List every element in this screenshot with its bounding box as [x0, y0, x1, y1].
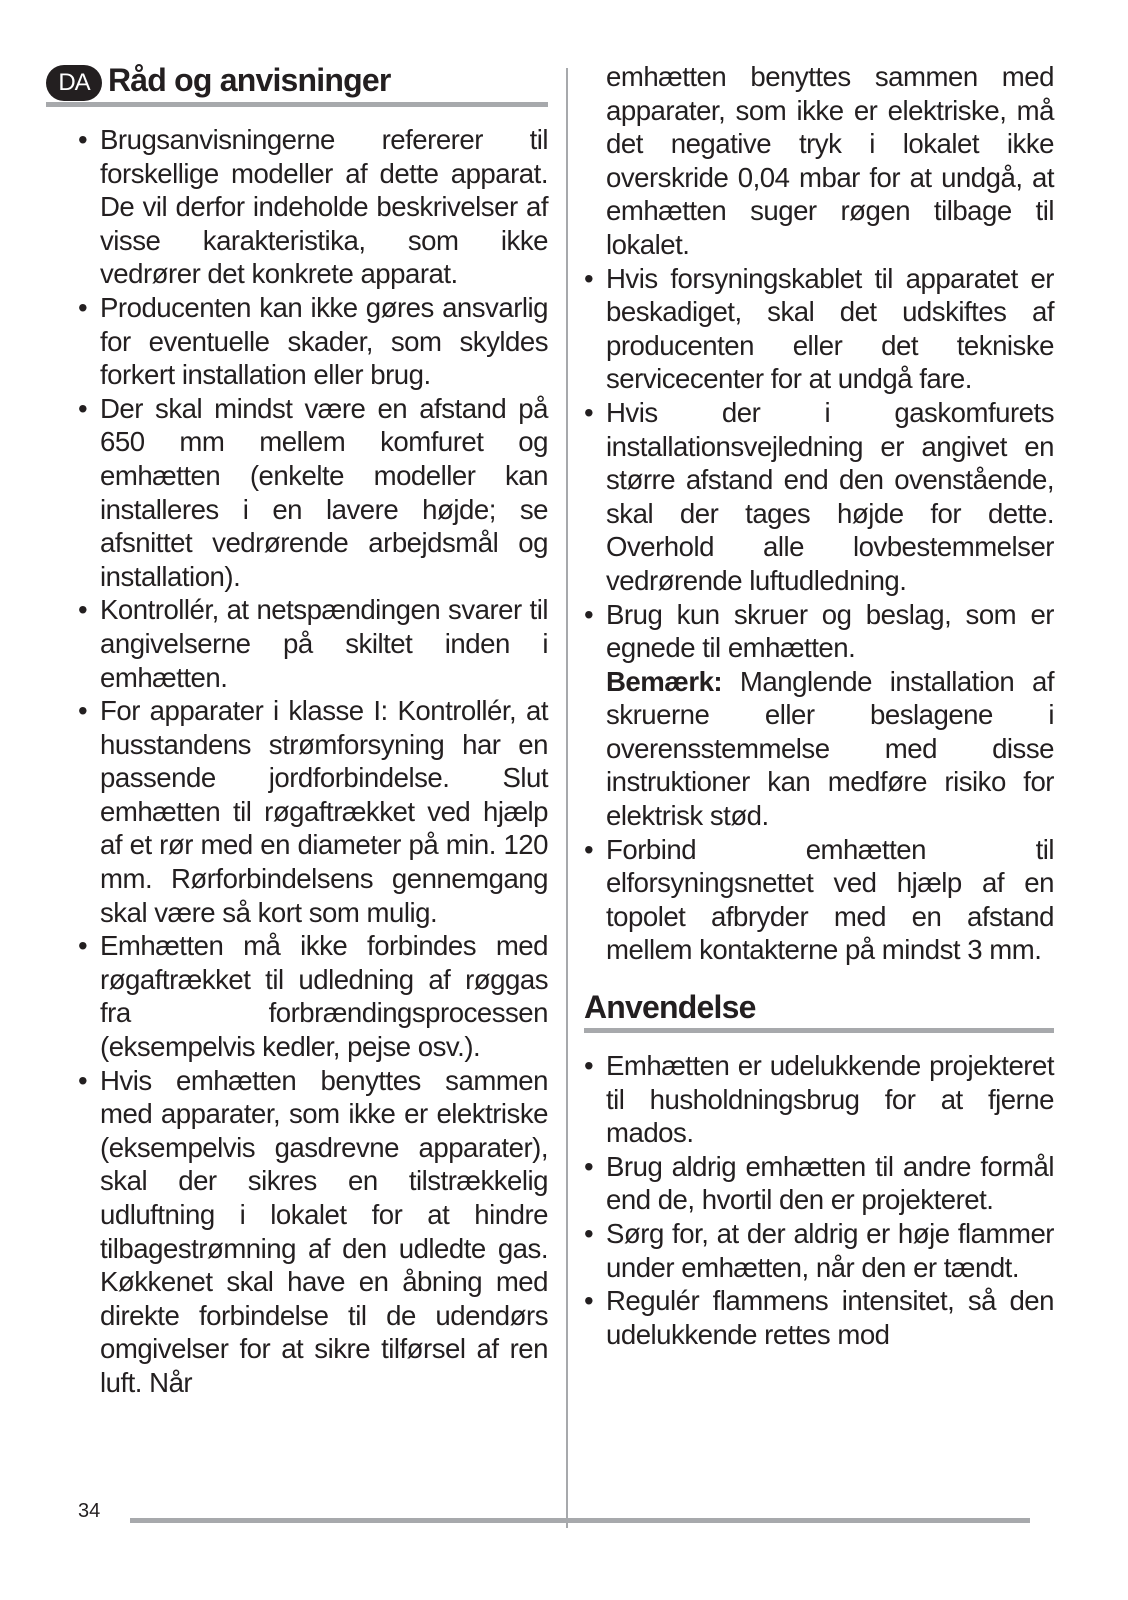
advice-list-continued: [584, 60, 1054, 967]
list-item-continuation: emhætten benyttes sammen med apparater, som ikke er elektriske, må det negative tryk i lokalet ikke overskride 0,04 mbar for at undgå, at emhætten suger røgen tilbage til lokalet.: [606, 61, 1054, 260]
list-item: • For apparater i klasse I: Kontrollér, at husstandens strømforsyning har en passende jordforbindelse. Slut emhætten til røgaftrækket ved hjælp af et rør med en diameter på min. 120 mm. Rørforbindelsens gennemgang skal være så kort som mulig.: [78, 694, 548, 929]
list-item-text: Brug kun skruer og beslag, som er egnede til emhætten.: [606, 598, 1054, 664]
section-title: Anvendelse: [584, 989, 1054, 1033]
list-item: • Hvis forsyningskablet til apparatet er beskadiget, skal det udskiftes af producenten eller det tekniske servicecenter for at undgå fare.: [584, 262, 1054, 396]
list-item: • Brugsanvisningerne refererer til forskellige modeller af dette apparat. De vil derfor indeholde beskrivelser af visse karakteristika, som ikke vedrører det konkrete apparat.: [78, 123, 548, 291]
note-text: Manglende installation af skruerne eller beslagene i overensstemmelse med disse instruktioner kan medføre risiko for elektrisk stød.: [606, 665, 1054, 832]
column-divider: [566, 68, 568, 1528]
page-number: 34: [78, 1500, 101, 1522]
list-item: • Forbind emhætten til elforsyningsnettet ved hjælp af en topolet afbryder med en afstand mellem kontakterne på mindst 3 mm.: [584, 833, 1054, 967]
section-header: [46, 58, 548, 107]
advice-list: [78, 123, 548, 1400]
list-item: • Regulér flammens intensitet, så den udelukkende rettes mod: [584, 1284, 1054, 1351]
list-item: • Sørg for, at der aldrig er høje flammer under emhætten, når den er tændt.: [584, 1217, 1054, 1284]
footer-rule: [130, 1518, 1030, 1523]
list-item: • Hvis emhætten benyttes sammen med apparater, som ikke er elektriske (eksempelvis gasdrevne apparater), skal der sikres en tilstrækkelig udluftning i lokalet for at hindre tilbagestrømning af den udledte gas. Køkkenet skal have en åbning med direkte forbindelse til de udendørs omgivelser for at sikre tilførsel af ren luft. Når: [78, 1064, 548, 1400]
note-label: Bemærk:: [606, 665, 723, 697]
list-item: • Kontrollér, at netspændingen svarer til angivelserne på skiltet inden i emhætten.: [78, 593, 548, 694]
list-item: • Brug aldrig emhætten til andre formål end de, hvortil den er projekteret.: [584, 1150, 1054, 1217]
left-column: [58, 58, 548, 1400]
page-title: Råd og anvisninger: [108, 61, 391, 98]
usage-list: [584, 1049, 1054, 1351]
list-item: • Producenten kan ikke gøres ansvarlig for eventuelle skader, som skyldes forkert installation eller brug.: [78, 291, 548, 392]
list-item: • Hvis der i gaskomfurets installationsvejledning er angivet en større afstand end den ovenstående, skal der tages højde for dette. Overhold alle lovbestemmelser vedrørende luftudledning.: [584, 396, 1054, 598]
list-item: [584, 598, 1054, 833]
note: [606, 665, 1054, 833]
right-column: [584, 60, 1054, 1351]
language-badge: DA: [46, 65, 102, 101]
list-item: • Emhætten er udelukkende projekteret til husholdningsbrug for at fjerne mados.: [584, 1049, 1054, 1150]
list-item: • Emhætten må ikke forbindes med røgaftrækket til udledning af røggas fra forbrændingsprocessen (eksempelvis kedler, pejse osv.).: [78, 929, 548, 1063]
list-item: • Der skal mindst være en afstand på 650 mm mellem komfuret og emhætten (enkelte modeller kan installeres i en lavere højde; se afsnittet vedrørende arbejdsmål og installation).: [78, 392, 548, 594]
